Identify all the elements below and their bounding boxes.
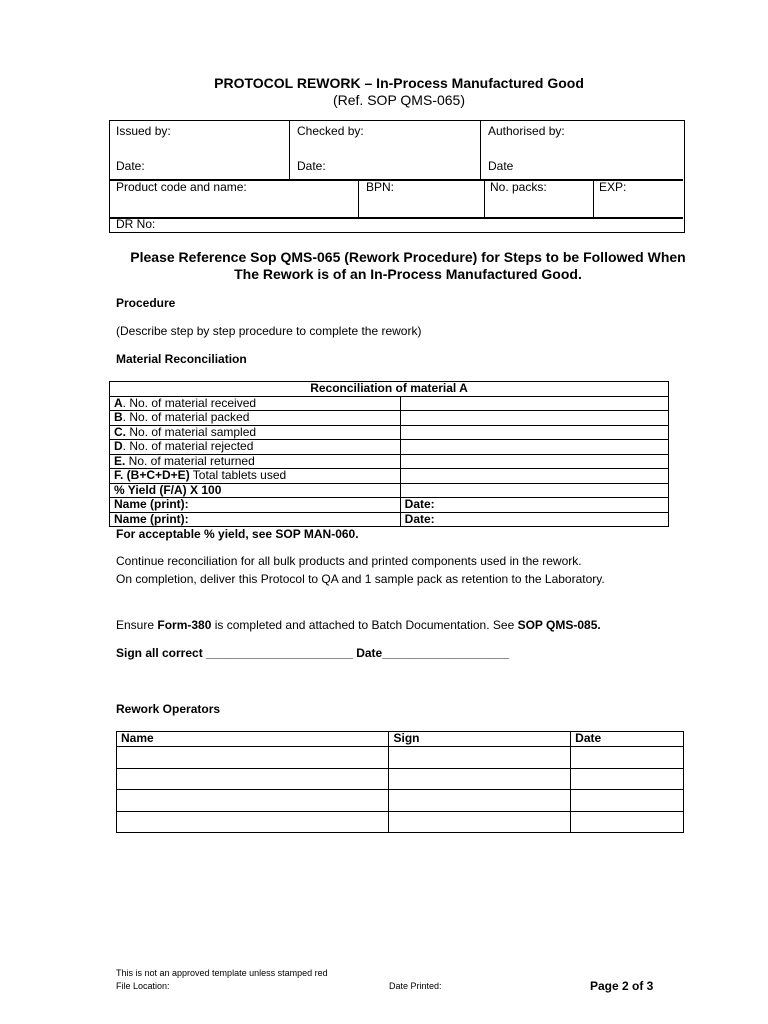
document-subtitle: (Ref. SOP QMS-065) bbox=[332, 92, 465, 108]
name-print-label: Name (print): bbox=[110, 512, 401, 527]
divider bbox=[358, 179, 359, 217]
divider bbox=[289, 121, 290, 179]
table-row bbox=[110, 483, 669, 498]
row-label: A. No. of material received bbox=[110, 396, 401, 411]
operators-table bbox=[116, 731, 684, 833]
bpn-label: BPN: bbox=[366, 180, 395, 194]
table-row bbox=[117, 790, 684, 812]
date-cell[interactable] bbox=[571, 811, 684, 833]
procedure-text: (Describe step by step procedure to complete the rework) bbox=[116, 324, 422, 338]
name-cell[interactable] bbox=[117, 790, 389, 812]
table-row bbox=[110, 454, 669, 469]
yield-note: For acceptable % yield, see SOP MAN-060. bbox=[116, 527, 359, 541]
row-label: D. No. of material rejected bbox=[110, 440, 401, 455]
sign-cell[interactable] bbox=[389, 811, 571, 833]
sign-cell[interactable] bbox=[389, 790, 571, 812]
table-row bbox=[117, 747, 684, 769]
name-cell[interactable] bbox=[117, 811, 389, 833]
row-label: F. (B+C+D+E) Total tablets used bbox=[110, 469, 401, 484]
packs-label: No. packs: bbox=[490, 180, 547, 194]
product-label: Product code and name: bbox=[116, 180, 247, 194]
table-row bbox=[110, 440, 669, 455]
row-label: C. No. of material sampled bbox=[110, 425, 401, 440]
row-value[interactable] bbox=[400, 396, 668, 411]
issued-by-label: Issued by: bbox=[116, 124, 171, 138]
name-cell[interactable] bbox=[117, 768, 389, 790]
table-row bbox=[110, 411, 669, 426]
continue-text: Continue reconciliation for all bulk products and printed components used in the rework. bbox=[116, 554, 582, 568]
row-label: B. No. of material packed bbox=[110, 411, 401, 426]
yield-value[interactable] bbox=[400, 483, 668, 498]
row-value[interactable] bbox=[400, 440, 668, 455]
procedure-heading: Procedure bbox=[116, 296, 176, 310]
row-value[interactable] bbox=[400, 411, 668, 426]
material-heading: Material Reconciliation bbox=[116, 352, 247, 366]
reference-notice bbox=[0, 249, 768, 283]
reference-line-2: The Rework is of an In-Process Manufactured Good. bbox=[234, 266, 582, 282]
checked-date-label: Date: bbox=[297, 159, 326, 173]
row-value[interactable] bbox=[400, 469, 668, 484]
row-value[interactable] bbox=[400, 454, 668, 469]
table-row bbox=[110, 396, 669, 411]
divider bbox=[110, 217, 683, 219]
table-row bbox=[110, 382, 669, 397]
footer-disclaimer: This is not an approved template unless stamped red bbox=[116, 968, 328, 978]
form-reference: Form-380 bbox=[157, 618, 212, 632]
sign-cell[interactable] bbox=[389, 768, 571, 790]
column-header-date: Date bbox=[571, 732, 684, 747]
table-header-row bbox=[117, 732, 684, 747]
date-label: Date: bbox=[400, 498, 668, 513]
table-row bbox=[110, 512, 669, 527]
column-header-sign: Sign bbox=[389, 732, 571, 747]
name-cell[interactable] bbox=[117, 747, 389, 769]
column-header-name: Name bbox=[117, 732, 389, 747]
authorised-date-label: Date bbox=[488, 159, 514, 173]
table-row bbox=[117, 811, 684, 833]
divider bbox=[480, 121, 481, 179]
date-cell[interactable] bbox=[571, 747, 684, 769]
reconciliation-table bbox=[109, 381, 669, 527]
reference-line-1: Please Reference Sop QMS-065 (Rework Procedure) for Steps to be Followed When bbox=[130, 249, 686, 265]
date-cell[interactable] bbox=[571, 768, 684, 790]
date-cell[interactable] bbox=[571, 790, 684, 812]
issued-date-label: Date: bbox=[116, 159, 145, 173]
dr-label: DR No: bbox=[116, 217, 156, 231]
reconciliation-caption: Reconciliation of material A bbox=[110, 382, 669, 397]
header-box bbox=[109, 120, 685, 233]
authorised-by-label: Authorised by: bbox=[488, 124, 565, 138]
sop-reference: SOP QMS-085. bbox=[517, 618, 601, 632]
table-row bbox=[110, 469, 669, 484]
yield-label: % Yield (F/A) X 100 bbox=[110, 483, 401, 498]
table-row bbox=[110, 425, 669, 440]
row-label: E. No. of material returned bbox=[110, 454, 401, 469]
document-title: PROTOCOL REWORK – In-Process Manufactured Good bbox=[214, 75, 584, 91]
name-print-label: Name (print): bbox=[110, 498, 401, 513]
sign-line: Sign all correct ______________________ Date___________________ bbox=[116, 646, 509, 660]
footer-file-location: File Location: bbox=[116, 981, 170, 991]
operators-heading: Rework Operators bbox=[116, 702, 221, 716]
table-row bbox=[117, 768, 684, 790]
row-value[interactable] bbox=[400, 425, 668, 440]
divider bbox=[484, 179, 485, 217]
table-row bbox=[110, 498, 669, 513]
completion-text: On completion, deliver this Protocol to QA and 1 sample pack as retention to the Laboratory. bbox=[116, 572, 605, 586]
date-label: Date: bbox=[400, 512, 668, 527]
exp-label: EXP: bbox=[599, 180, 627, 194]
sign-cell[interactable] bbox=[389, 747, 571, 769]
divider bbox=[593, 179, 594, 217]
footer-date-printed: Date Printed: bbox=[389, 981, 442, 991]
page-number: Page 2 of 3 bbox=[590, 979, 654, 993]
ensure-text: Ensure Form-380 is completed and attached to Batch Documentation. See SOP QMS-085. bbox=[116, 618, 601, 632]
checked-by-label: Checked by: bbox=[297, 124, 364, 138]
